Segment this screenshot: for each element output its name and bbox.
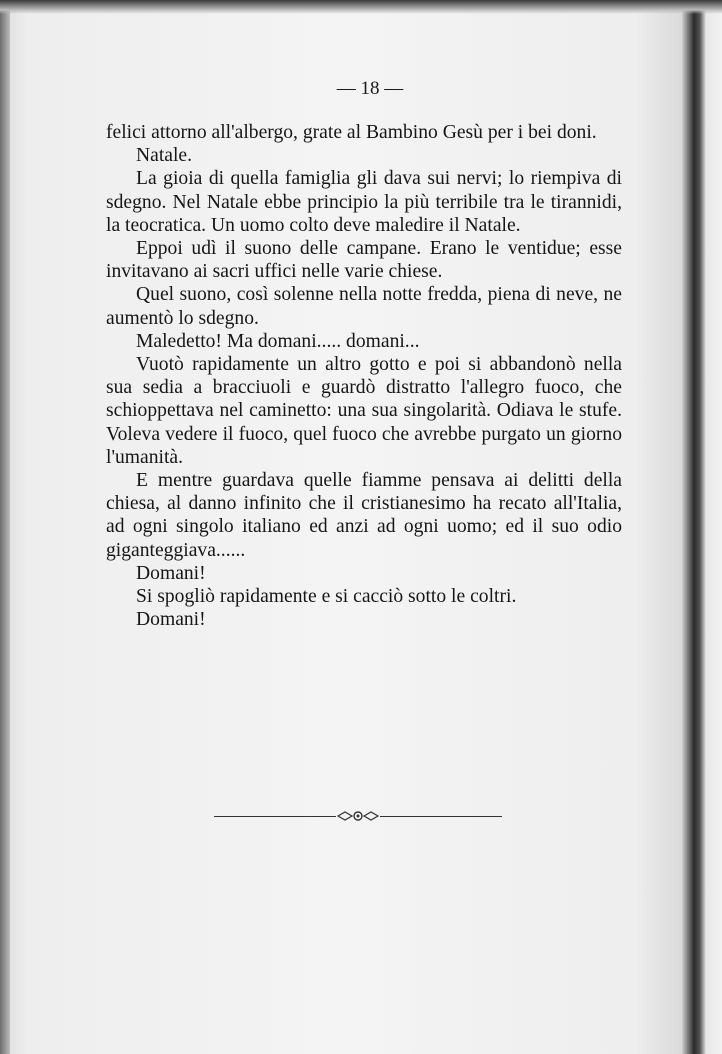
page-number: — 18 — <box>336 78 404 99</box>
paragraph: E mentre guardava quelle fiamme pensava ai delitti della chiesa, al danno infinito che il cristianesimo ha recato all'Italia, ad ogni singolo italiano ed anzi ad ogni uomo; ed il suo odio giganteggiava...... <box>106 470 622 561</box>
ornament-rule-right <box>380 816 502 817</box>
scan-top-edge <box>0 0 722 14</box>
paragraph: Natale. <box>136 145 193 167</box>
paragraph: Vuotò rapidamente un altro gotto e poi si abbandonò nella sua sedia a bracciuoli e guardò distratto l'allegro fuoco, che schioppettava nel caminetto: una sua singolarità. Odiava le stufe. Voleva vedere il fuoco, quel fuoco che avrebbe purgato un giorno l'umanità. <box>106 354 622 468</box>
paragraph: felici attorno all'albergo, grate al Bambino Gesù per i bei doni. <box>106 122 597 143</box>
paragraph: Domani! <box>136 562 206 584</box>
page-left-edge <box>0 0 10 1054</box>
paragraph: Domani! <box>136 609 206 631</box>
paragraph: La gioia di quella famiglia gli dava sui nervi; lo riempiva di sdegno. Nel Natale ebbe principio la più terribile tra le tirannidi, la teocratica. Un uomo colto deve maledire il Natale. <box>106 168 622 236</box>
book-spine-edge <box>682 0 722 1054</box>
paragraph: Eppoi udì il suono delle campane. Erano le ventidue; esse invitavano ai sacri uffici nelle varie chiese. <box>106 238 622 283</box>
paragraph: Si spogliò rapidamente e si cacciò sotto le coltri. <box>136 586 517 608</box>
ornament-rule-left <box>214 816 336 817</box>
body-text <box>106 121 622 631</box>
fleuron-icon <box>336 808 380 824</box>
paragraph: Quel suono, così solenne nella notte fredda, piena di neve, ne aumentò lo sdegno. <box>106 284 622 329</box>
paragraph: Maledetto! Ma domani..... domani... <box>136 330 420 352</box>
section-end-ornament <box>214 808 502 824</box>
